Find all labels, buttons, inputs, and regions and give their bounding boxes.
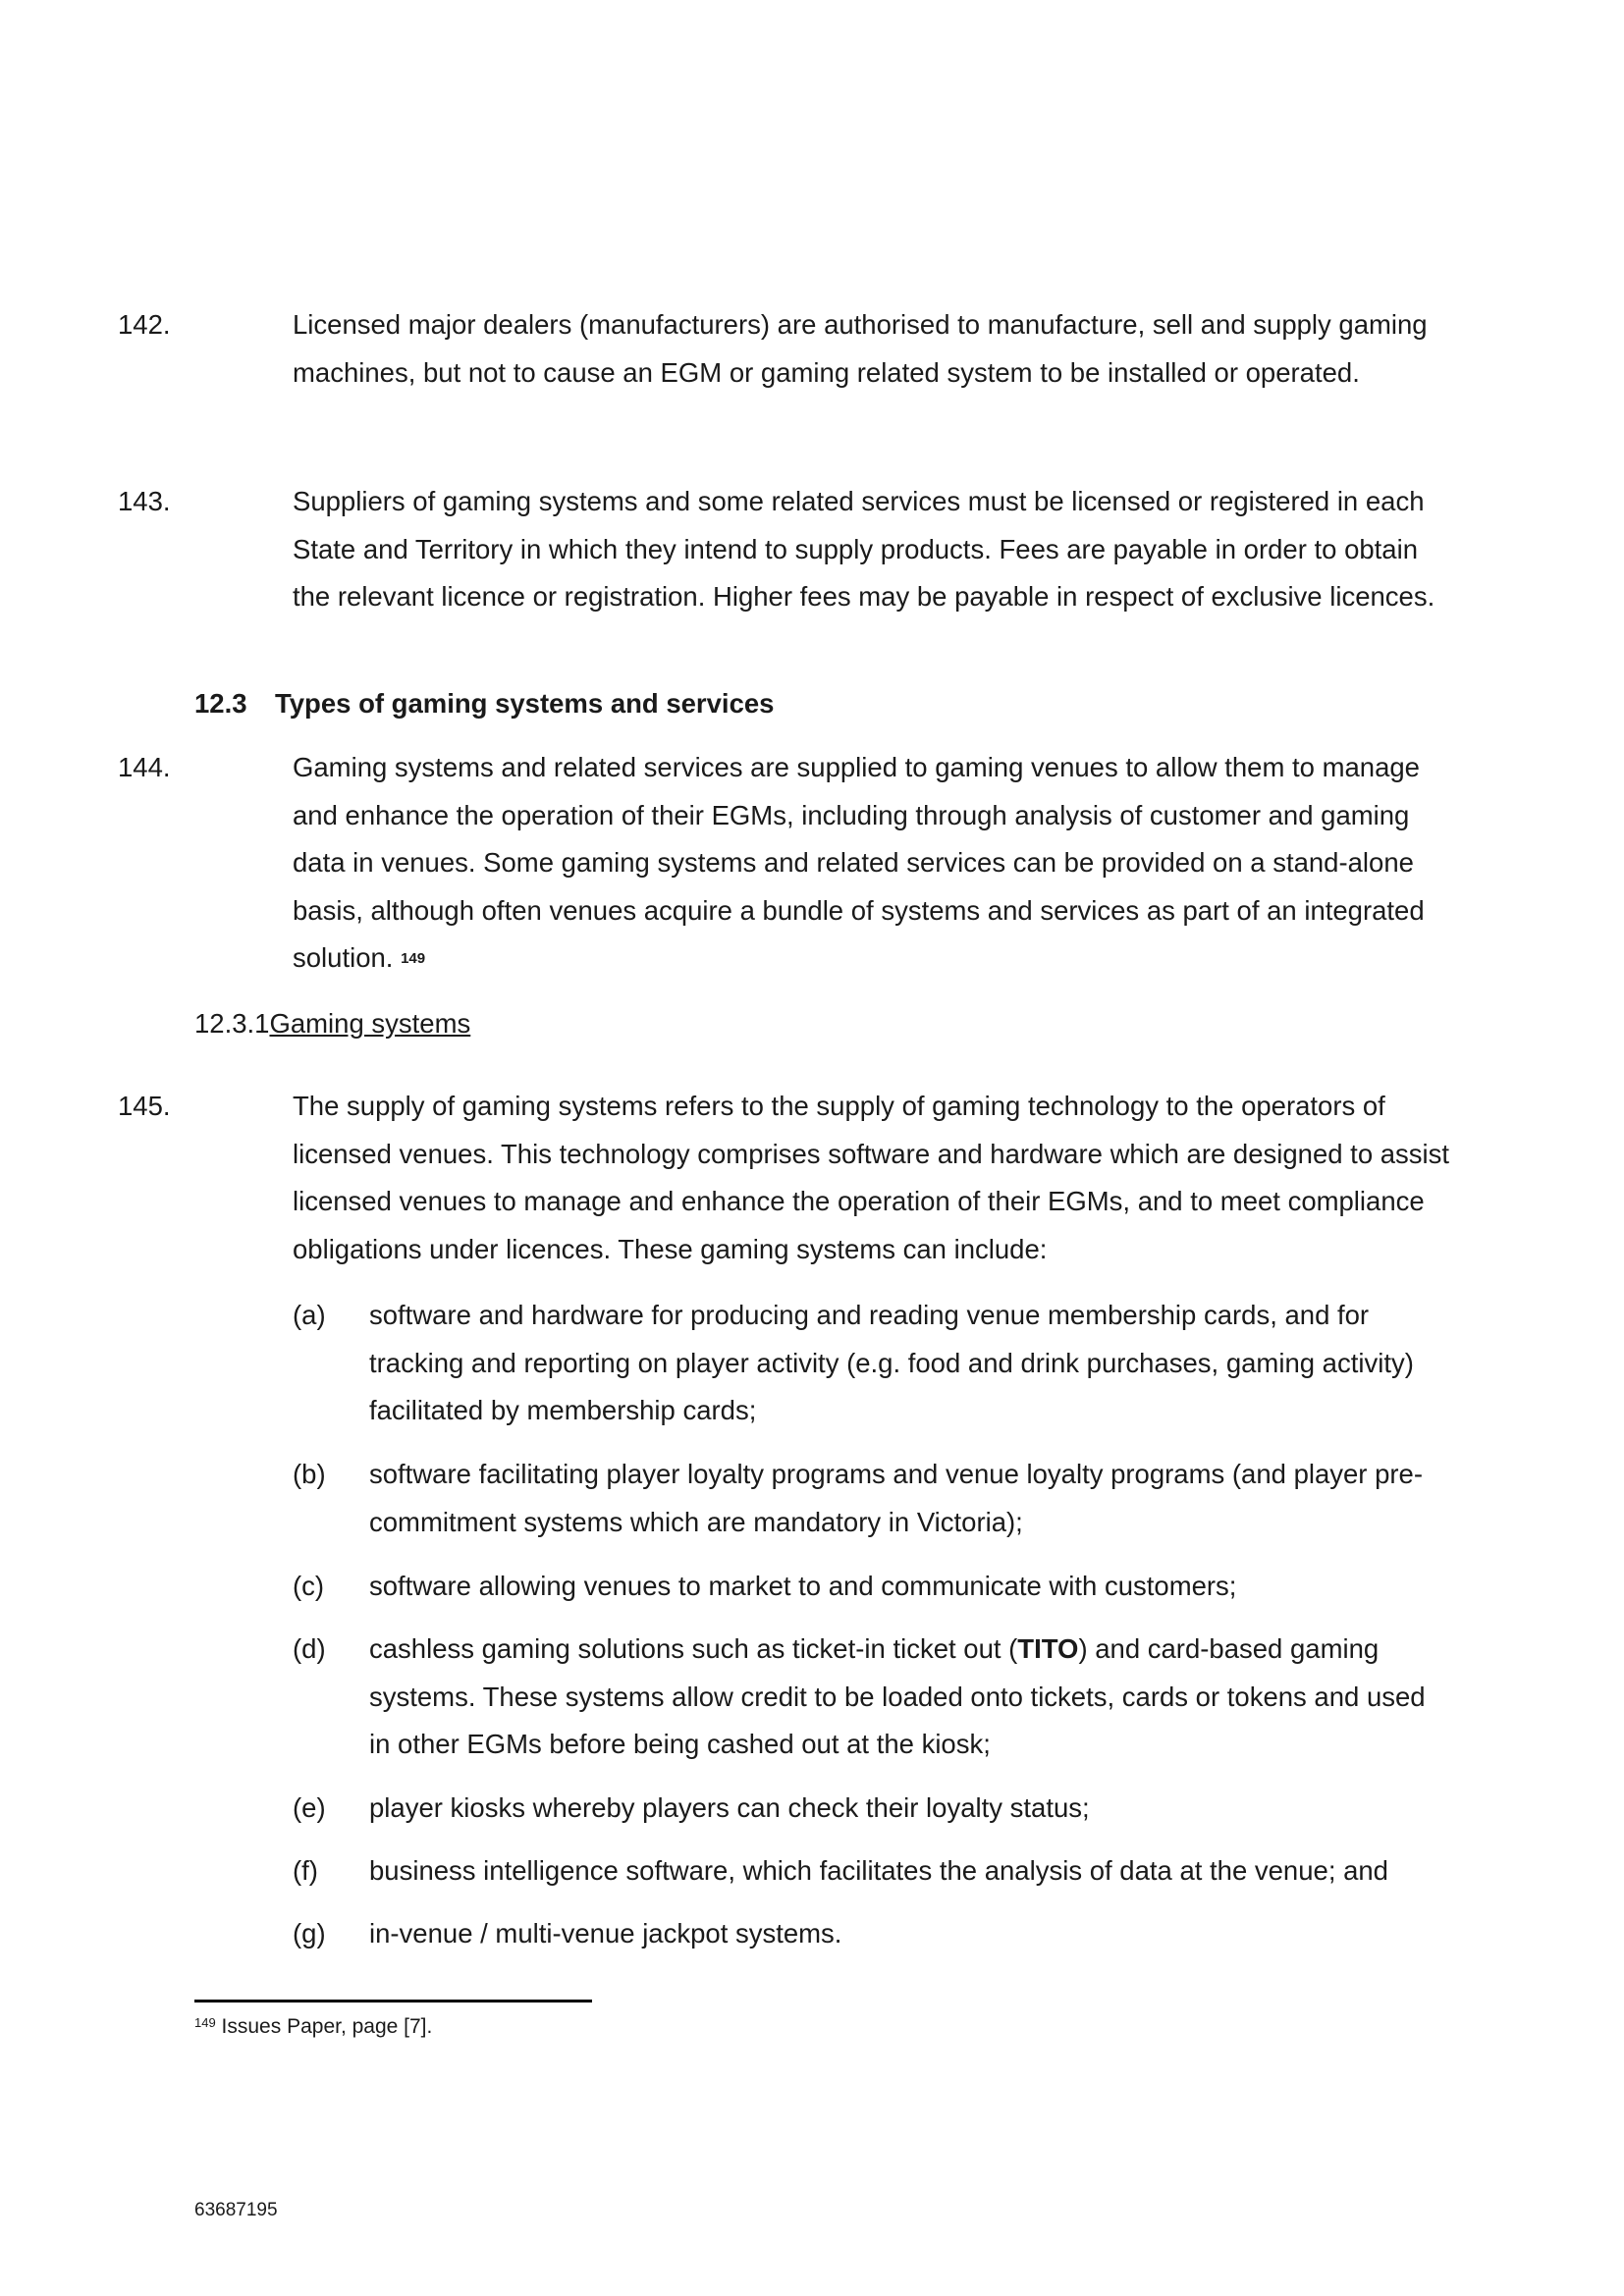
paragraph-number: 143. bbox=[118, 486, 171, 516]
list-item-text: in-venue / multi-venue jackpot systems. bbox=[369, 1918, 842, 1949]
paragraph-142 bbox=[118, 301, 1451, 397]
list-item bbox=[293, 1626, 1451, 1769]
list-item bbox=[293, 1785, 1451, 1833]
section-heading bbox=[194, 684, 774, 723]
list-item-label: (g) bbox=[293, 1918, 326, 1949]
list-item-text: business intelligence software, which facilitates the analysis of data at the venue; and bbox=[369, 1855, 1388, 1886]
list-item-text-part: ) and card-based gaming systems. These systems allow credit to be loaded onto tickets, cards or tokens and used in other EGMs before being cashed out at the kiosk; bbox=[369, 1633, 1426, 1759]
paragraph-144 bbox=[118, 744, 1451, 988]
list-item-text: player kiosks whereby players can check their loyalty status; bbox=[369, 1792, 1090, 1823]
list-item bbox=[293, 1292, 1451, 1435]
list-item-label: (e) bbox=[293, 1792, 326, 1823]
paragraph-number: 144. bbox=[118, 752, 171, 782]
paragraph-text: Suppliers of gaming systems and some related services must be licensed or registered in each State and Territory in which they intend to supply products. Fees are payable in order to obtain the relevant licence or registration. Higher fees may be payable in respect of exclusive licences. bbox=[293, 486, 1435, 612]
section-number: 12.3 bbox=[194, 688, 247, 719]
footnote-separator bbox=[194, 2000, 592, 2002]
subsection-title: Gaming systems bbox=[269, 1008, 471, 1039]
paragraph-number: 142. bbox=[118, 309, 171, 340]
list-item-label: (b) bbox=[293, 1459, 326, 1489]
paragraph-text bbox=[293, 744, 1451, 988]
list-item-label: (f) bbox=[293, 1855, 318, 1886]
list-item-text: software and hardware for producing and reading venue membership cards, and for tracking and reporting on player activity (e.g. food and drink purchases, gaming activity) facilitated by membership cards; bbox=[369, 1300, 1414, 1425]
list-item-text: software facilitating player loyalty programs and venue loyalty programs (and player pre-commitment systems which are mandatory in Victoria); bbox=[369, 1459, 1424, 1537]
paragraph-145 bbox=[118, 1083, 1451, 1273]
list-item bbox=[293, 1563, 1451, 1611]
subsection-heading bbox=[194, 1004, 470, 1043]
footnote-reference[interactable]: 149 bbox=[401, 950, 426, 967]
list-item-label: (d) bbox=[293, 1633, 326, 1664]
list-item-text: software allowing venues to market to and communicate with customers; bbox=[369, 1571, 1237, 1601]
paragraph-body: Gaming systems and related services are supplied to gaming venues to allow them to manage and enhance the operation of their EGMs, including through analysis of customer and gaming data in venues. Some gaming systems and related services can be provided on a stand-alone basis, although often venues acquire a bundle of systems and services as part of an integrated solution. bbox=[293, 752, 1425, 973]
paragraph-text: The supply of gaming systems refers to the supply of gaming technology to the operators of licensed venues. This technology comprises software and hardware which are designed to assist licensed venues to manage and enhance the operation of their EGMs, and to meet compliance obligations under licences. These gaming systems can include: bbox=[293, 1091, 1450, 1264]
footnote-marker: 149 bbox=[194, 2015, 216, 2030]
list-item-label: (a) bbox=[293, 1300, 326, 1330]
list-item bbox=[293, 1910, 1451, 1958]
list-item-label: (c) bbox=[293, 1571, 325, 1601]
section-title: Types of gaming systems and services bbox=[275, 688, 775, 719]
list-item bbox=[293, 1451, 1451, 1546]
paragraph-text: Licensed major dealers (manufacturers) are authorised to manufacture, sell and supply gaming machines, but not to cause an EGM or gaming related system to be installed or operated. bbox=[293, 309, 1428, 388]
paragraph-number: 145. bbox=[118, 1091, 171, 1121]
defined-term: TITO bbox=[1017, 1633, 1079, 1664]
footnote bbox=[194, 2013, 432, 2043]
list-item-text-part: cashless gaming solutions such as ticket-in ticket out ( bbox=[369, 1633, 1018, 1664]
subsection-number: 12.3.1 bbox=[194, 1008, 270, 1039]
footnote-text: Issues Paper, page [7]. bbox=[221, 2015, 433, 2038]
document-id: 63687195 bbox=[194, 2200, 278, 2220]
paragraph-143 bbox=[118, 478, 1451, 621]
list-item bbox=[293, 1847, 1451, 1896]
list-item-text bbox=[369, 1626, 1449, 1769]
